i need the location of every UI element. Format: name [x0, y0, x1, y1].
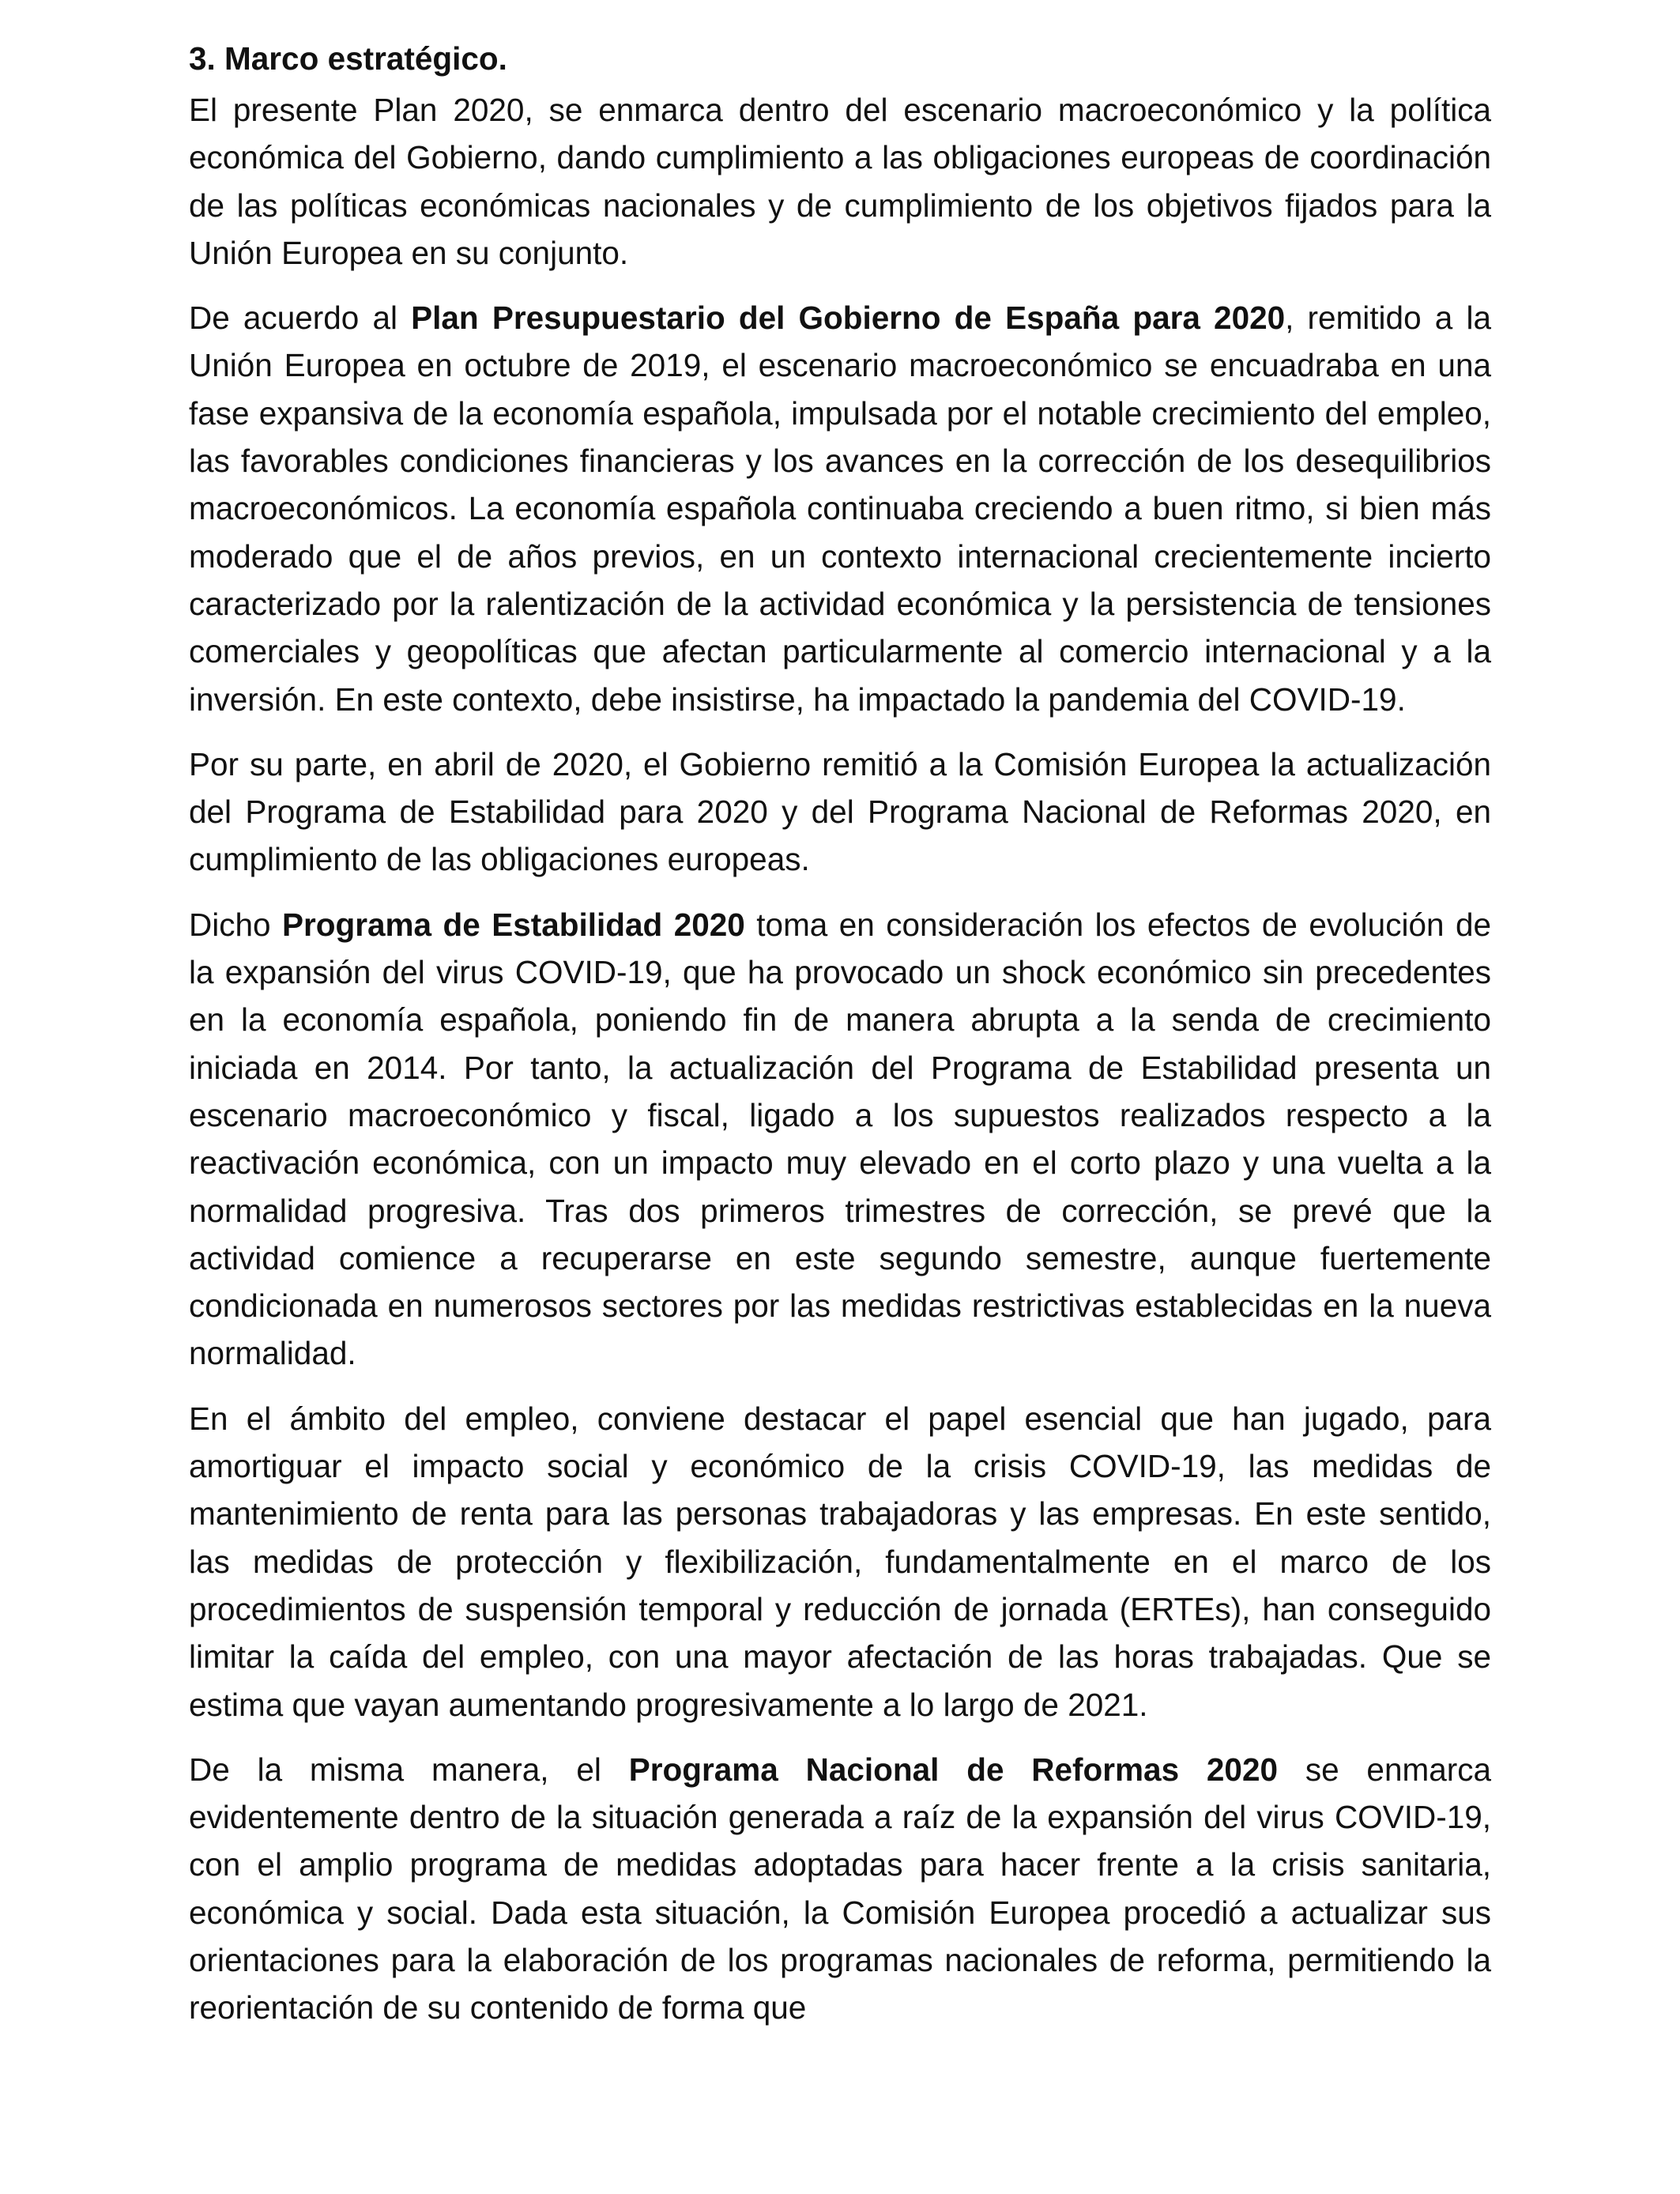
bold-term: Plan Presupuestario del Gobierno de España para 2020 — [411, 300, 1286, 337]
paragraph-text: El presente Plan 2020, se enmarca dentro del escenario macroeconómico y la política económica del Gobierno, dando cumplimiento a las obligaciones europeas de coordinación de las políticas económicas nacionales y de cumplimiento de los objetivos fijados para la Unión Europea en su conjunto. — [189, 92, 1491, 271]
paragraph-text: se enmarca evidentemente dentro de la situación generada a raíz de la expansión del virus COVID-19, con el amplio programa de medidas adoptadas para hacer frente a la crisis sanitaria, económica y social. Dada esta situación, la Comisión Europea procedió a actualizar sus orientaciones para la elaboración de los programas nacionales de reforma, permitiendo la reorientación de su contenido de forma que — [189, 1751, 1491, 2026]
paragraph-programa-estabilidad — [189, 901, 1491, 1378]
paragraph-marco — [189, 86, 1491, 277]
bold-term: Programa Nacional de Reformas 2020 — [628, 1751, 1279, 1788]
paragraph-empleo — [189, 1395, 1491, 1728]
document-page — [189, 35, 1491, 2049]
paragraph-text: De la misma manera, el — [189, 1751, 629, 1788]
paragraph-text: , remitido a la Unión Europea en octubre de 2019, el escenario macroeconómico se encuadraba en una fase expansiva de la economía española, impulsada por el notable crecimiento del empleo, las favorables condiciones financieras y los avances en la corrección de los desequilibrios macroeconómicos. La economía española continuaba creciendo a buen ritmo, si bien más moderado que el de años previos, en un contexto internacional crecientemente incierto caracterizado por la ralentización de la actividad económica y la persistencia de tensiones comerciales y geopolíticas que afectan particularmente al comercio internacional y a la inversión. En este contexto, debe insistirse, ha impactado la pandemia del COVID-19. — [189, 300, 1491, 718]
paragraph-text: Por su parte, en abril de 2020, el Gobierno remitió a la Comisión Europea la actualización del Programa de Estabilidad para 2020 y del Programa Nacional de Reformas 2020, en cumplimiento de las obligaciones europeas. — [189, 745, 1491, 878]
paragraph-text: toma en consideración los efectos de evolución de la expansión del virus COVID-19, que ha provocado un shock económico sin precedentes en la economía española, poniendo fin de manera abrupta a la senda de crecimiento iniciada en 2014. Por tanto, la actualización del Programa de Estabilidad presenta un escenario macroeconómico y fiscal, ligado a los supuestos realizados respecto a la reactivación económica, con un impacto muy elevado en el corto plazo y una vuelta a la normalidad progresiva. Tras dos primeros trimestres de corrección, se prevé que la actividad comience a recuperarse en este segundo semestre, aunque fuertemente condicionada en numerosos sectores por las medidas restrictivas establecidas en la nueva normalidad. — [189, 906, 1491, 1372]
paragraph-plan-presupuestario — [189, 294, 1491, 723]
bold-term: Programa de Estabilidad 2020 — [282, 906, 745, 943]
paragraph-text: De acuerdo al — [189, 300, 412, 337]
paragraph-abril-2020 — [189, 741, 1491, 884]
paragraph-text: Dicho — [189, 906, 282, 943]
paragraph-programa-nacional-reformas — [189, 1746, 1491, 2032]
paragraph-text: En el ámbito del empleo, conviene destacar el papel esencial que han jugado, para amortiguar el impacto social y económico de la crisis COVID-19, las medidas de mantenimiento de renta para las personas trabajadoras y las empresas. En este sentido, las medidas de protección y flexibilización, fundamentalmente en el marco de los procedimientos de suspensión temporal y reducción de jornada (ERTEs), han conseguido limitar la caída del empleo, con una mayor afectación de las horas trabajadas. Que se estima que vayan aumentando progresivamente a lo largo de 2021. — [189, 1400, 1491, 1723]
section-heading: 3. Marco estratégico. — [189, 40, 507, 77]
